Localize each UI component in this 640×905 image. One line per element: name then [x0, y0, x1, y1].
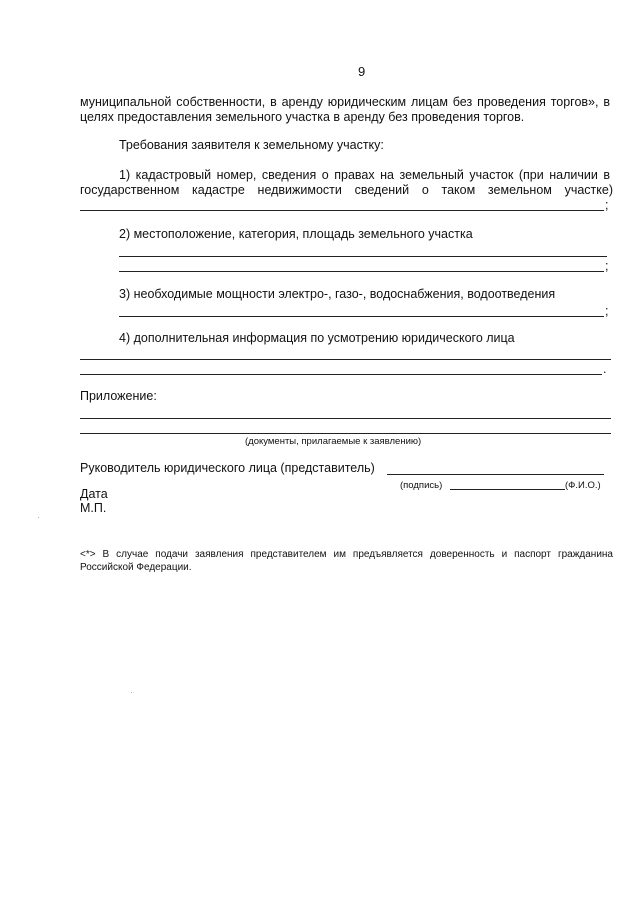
requirement-4-period: .: [603, 362, 607, 376]
page-number: 9: [358, 64, 366, 79]
requirement-2-blank-line-2[interactable]: [119, 271, 604, 272]
signature-caption: (подпись): [400, 480, 443, 491]
date-label: Дата: [80, 487, 108, 501]
requirement-4-blank-line-1[interactable]: [80, 359, 611, 360]
requirement-2-semicolon: ;: [605, 259, 609, 273]
footnote-line-1: <*> В случае подачи заявления представителем им предъявляется доверенность и паспорт гражданина: [80, 549, 613, 560]
name-caption: (Ф.И.О.): [565, 480, 601, 491]
stamp-label: М.П.: [80, 501, 107, 515]
intro-line-1: муниципальной собственности, в аренду юридическим лицам без проведения торгов», в: [80, 95, 610, 109]
requirement-1-semicolon: ;: [605, 198, 609, 212]
requirement-4-text: 4) дополнительная информация по усмотрению юридического лица: [119, 331, 515, 345]
head-label: Руководитель юридического лица (представитель): [80, 461, 375, 475]
attachment-caption: (документы, прилагаемые к заявлению): [245, 436, 422, 447]
requirement-1-blank-line[interactable]: [80, 210, 604, 211]
requirement-4-blank-line-2[interactable]: [80, 374, 602, 375]
attachment-label: Приложение:: [80, 389, 157, 403]
requirement-3-text: 3) необходимые мощности электро-, газо-, водоснабжения, водоотведения: [119, 287, 556, 301]
signature-blank-line[interactable]: [387, 474, 604, 475]
intro-line-2: целях предоставления земельного участка в аренду без проведения торгов.: [80, 110, 525, 124]
scan-speck: [131, 692, 132, 693]
requirement-3-blank-line[interactable]: [119, 316, 604, 317]
requirements-heading: Требования заявителя к земельному участку:: [119, 138, 384, 152]
name-blank-line[interactable]: [450, 489, 565, 490]
requirement-2-blank-line-1[interactable]: [119, 256, 607, 257]
footnote-line-2: Российской Федерации.: [80, 562, 192, 573]
requirement-1-line-1: 1) кадастровый номер, сведения о правах на земельный участок (при наличии в: [119, 168, 610, 182]
attachment-blank-line-1[interactable]: [80, 418, 611, 419]
requirement-2-text: 2) местоположение, категория, площадь земельного участка: [119, 227, 473, 241]
scan-speck: [38, 517, 39, 518]
requirement-3-semicolon: ;: [605, 304, 609, 318]
requirement-1-line-2: государственном кадастре недвижимости сведений о таком земельном участке): [80, 183, 613, 197]
